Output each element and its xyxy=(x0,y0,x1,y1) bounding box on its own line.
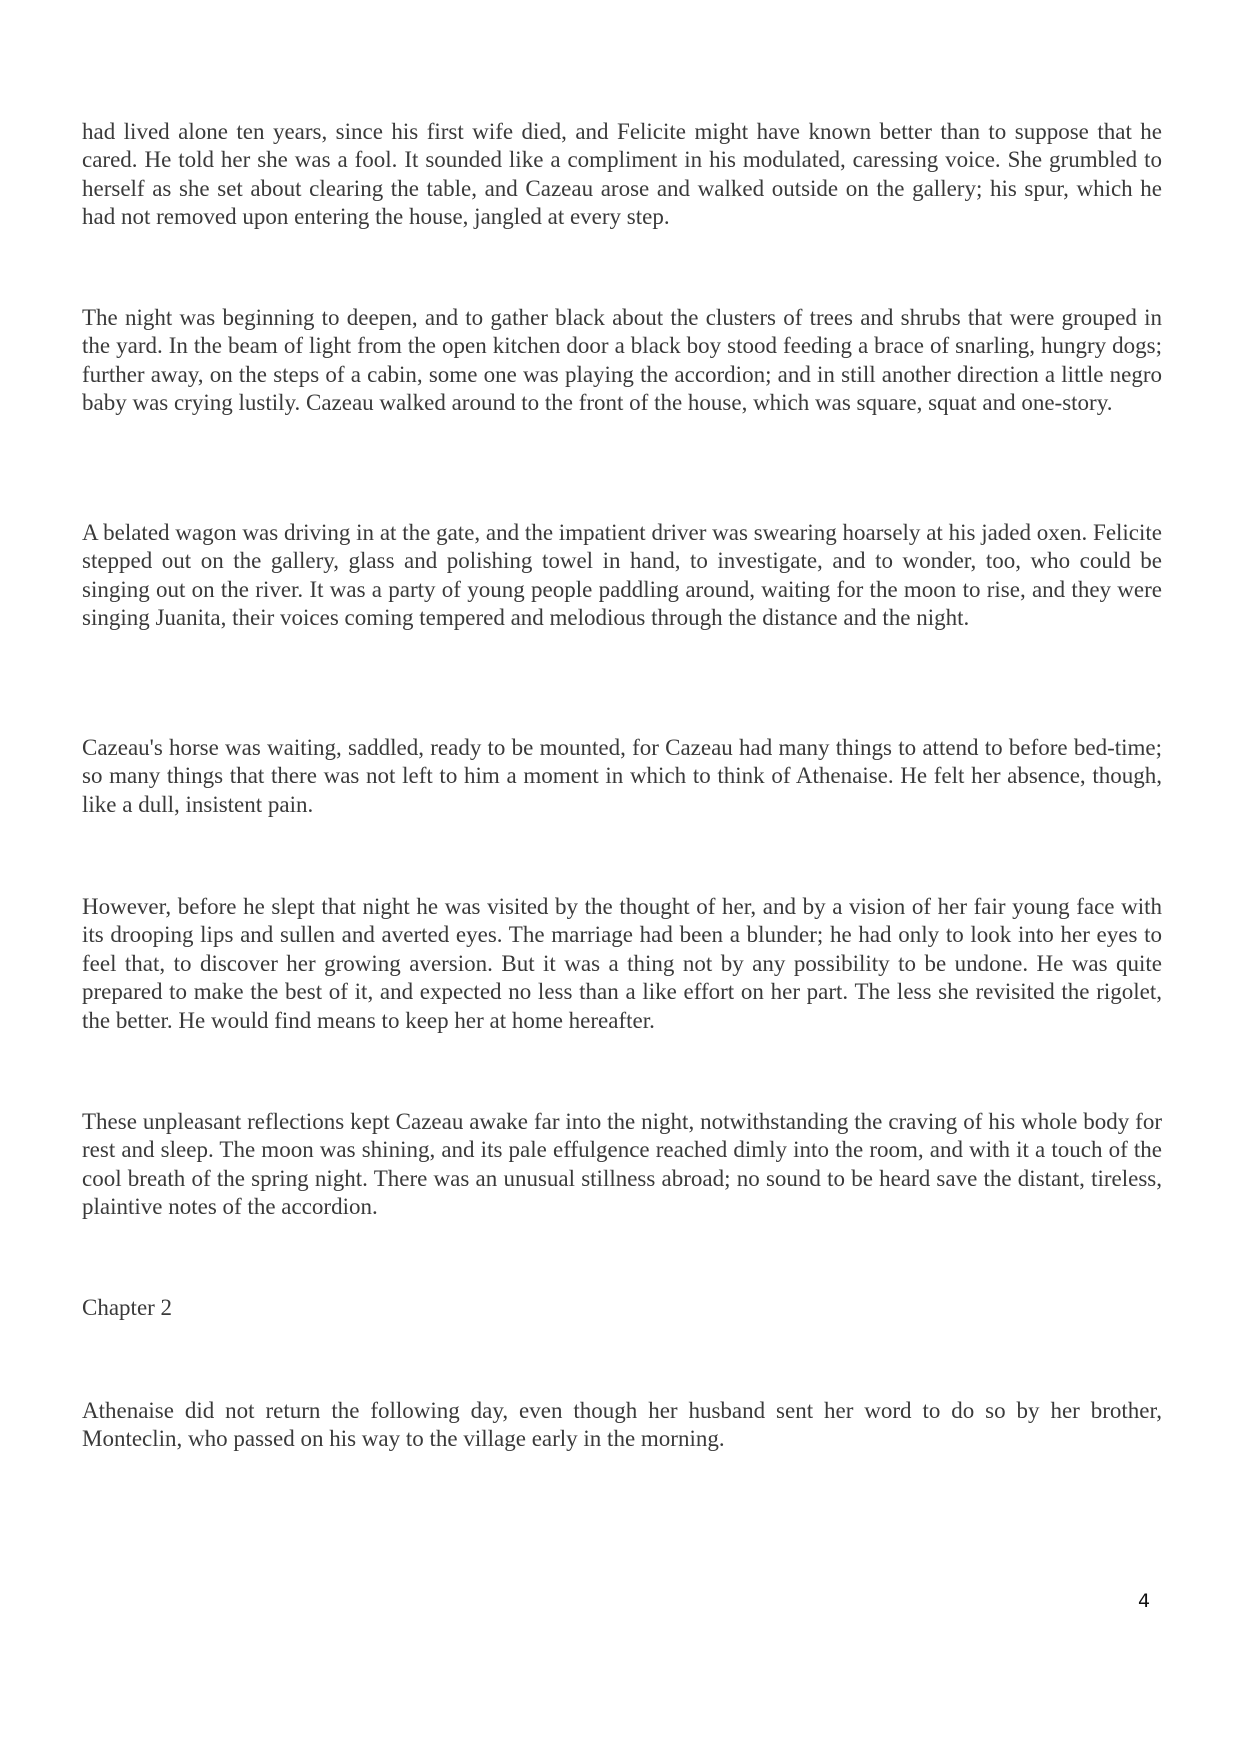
paragraph-4: Cazeau's horse was waiting, saddled, ready to be mounted, for Cazeau had many things to attend to before bed-time; so many things that there was not left to him a moment in which to think of Athenaise. He felt her absence, though, like a dull, insistent pain. xyxy=(82,735,1162,817)
paragraph-5: However, before he slept that night he was visited by the thought of her, and by a vision of her fair young face with its drooping lips and sullen and averted eyes. The marriage had been a blunder; he had only to look into her eyes to feel that, to discover her growing aversion. But it was a thing not by any possibility to be undone. He was quite prepared to make the best of it, and expected no less than a like effort on her part. The less she revisited the rigolet, the better. He would find means to keep her at home hereafter. xyxy=(82,894,1162,1033)
paragraph-3: A belated wagon was driving in at the gate, and the impatient driver was swearing hoarsely at his jaded oxen. Felicite stepped out on the gallery, glass and polishing towel in hand, to investigate, and to wonder, too, who could be singing out on the river. It was a party of young people paddling around, waiting for the moon to rise, and they were singing Juanita, their voices coming tempered and melodious through the distance and the night. xyxy=(82,520,1162,631)
page-number: 4 xyxy=(1138,1590,1151,1612)
paragraph-1: had lived alone ten years, since his first wife died, and Felicite might have known better than to suppose that he cared. He told her she was a fool. It sounded like a compliment in his modulated, caressing voice. She grumbled to herself as she set about clearing the table, and Cazeau arose and walked outside on the gallery; his spur, which he had not removed upon entering the house, jangled at every step. xyxy=(82,119,1162,230)
paragraph-6: These unpleasant reflections kept Cazeau awake far into the night, notwithstanding the craving of his whole body for rest and sleep. The moon was shining, and its pale effulgence reached dimly into the room, and with it a touch of the cool breath of the spring night. There was an unusual stillness abroad; no sound to be heard save the distant, tireless, plaintive notes of the accordion. xyxy=(82,1109,1162,1220)
paragraph-2: The night was beginning to deepen, and to gather black about the clusters of trees and shrubs that were grouped in the yard. In the beam of light from the open kitchen door a black boy stood feeding a brace of snarling, hungry dogs; further away, on the steps of a cabin, some one was playing the accordion; and in still another direction a little negro baby was crying lustily. Cazeau walked around to the front of the house, which was square, squat and one-story. xyxy=(82,305,1162,416)
chapter-heading: Chapter 2 xyxy=(82,1295,173,1320)
chapter-paragraph-1: Athenaise did not return the following day, even though her husband sent her word to do so by her brother, Monteclin, who passed on his way to the village early in the morning. xyxy=(82,1398,1162,1452)
